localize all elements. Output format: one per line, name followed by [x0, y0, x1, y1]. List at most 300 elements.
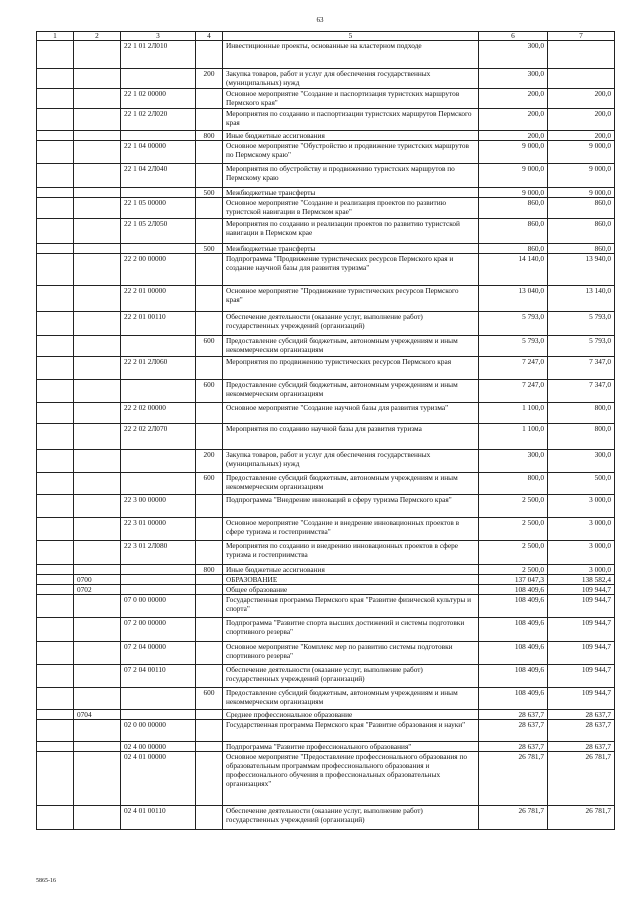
expense-type-cell: [196, 219, 223, 244]
row-number-cell: [37, 286, 74, 312]
section-code-cell: [74, 665, 121, 688]
section-code-cell: [74, 495, 121, 518]
amount-year2-cell: 7 347,0: [548, 380, 615, 403]
expense-type-cell: 200: [196, 450, 223, 473]
section-code-cell: [74, 312, 121, 336]
target-article-cell: 22 1 05 00000: [121, 198, 196, 219]
amount-year1-cell: 9 000,0: [479, 188, 548, 198]
row-number-cell: [37, 188, 74, 198]
amount-year2-cell: 800,0: [548, 403, 615, 424]
target-article-cell: 22 2 02 00000: [121, 403, 196, 424]
table-row: [37, 69, 615, 89]
table-row: [37, 141, 615, 164]
amount-year1-cell: 9 000,0: [479, 164, 548, 188]
table-row: [37, 565, 615, 575]
expense-type-cell: 800: [196, 131, 223, 141]
target-article-cell: 22 1 02 00000: [121, 89, 196, 109]
target-article-cell: 22 3 01 00000: [121, 518, 196, 541]
item-name-cell: Иные бюджетные ассигнования: [223, 565, 479, 575]
row-number-cell: [37, 642, 74, 665]
amount-year2-cell: 200,0: [548, 131, 615, 141]
amount-year1-cell: 200,0: [479, 109, 548, 131]
expense-type-cell: [196, 286, 223, 312]
amount-year1-cell: 9 000,0: [479, 141, 548, 164]
target-article-cell: [121, 188, 196, 198]
row-number-cell: [37, 518, 74, 541]
row-number-cell: [37, 254, 74, 286]
amount-year1-cell: 28 637,7: [479, 742, 548, 752]
row-number-cell: [37, 219, 74, 244]
row-number-cell: [37, 424, 74, 450]
table-row: [37, 665, 615, 688]
amount-year1-cell: 7 247,0: [479, 357, 548, 380]
item-name-cell: Закупка товаров, работ и услуг для обеспечения государственных (муниципальных) нужд: [223, 450, 479, 473]
amount-year2-cell: 109 944,7: [548, 618, 615, 642]
table-row: [37, 89, 615, 109]
row-number-cell: [37, 380, 74, 403]
target-article-cell: 07 2 04 00000: [121, 642, 196, 665]
table-row: [37, 188, 615, 198]
amount-year2-cell: 200,0: [548, 109, 615, 131]
item-name-cell: Закупка товаров, работ и услуг для обеспечения государственных (муниципальных) нужд: [223, 69, 479, 89]
amount-year2-cell: 109 944,7: [548, 688, 615, 710]
section-code-cell: [74, 688, 121, 710]
amount-year1-cell: 7 247,0: [479, 380, 548, 403]
row-number-cell: [37, 69, 74, 89]
expense-type-cell: [196, 254, 223, 286]
amount-year1-cell: 14 140,0: [479, 254, 548, 286]
table-row: [37, 595, 615, 618]
section-code-cell: [74, 595, 121, 618]
table-row: [37, 244, 615, 254]
item-name-cell: Предоставление субсидий бюджетным, автономным учреждениям и иным некоммерческим организациям: [223, 688, 479, 710]
section-code-cell: [74, 806, 121, 830]
amount-year1-cell: 860,0: [479, 244, 548, 254]
target-article-cell: 22 2 02 2Л070: [121, 424, 196, 450]
amount-year2-cell: 109 944,7: [548, 642, 615, 665]
section-code-cell: [74, 254, 121, 286]
amount-year2-cell: 28 637,7: [548, 742, 615, 752]
row-number-cell: [37, 595, 74, 618]
amount-year1-cell: 13 040,0: [479, 286, 548, 312]
row-number-cell: [37, 473, 74, 495]
amount-year2-cell: 860,0: [548, 244, 615, 254]
column-header: 2: [74, 32, 121, 41]
table-row: [37, 336, 615, 357]
table-row: [37, 198, 615, 219]
expense-type-cell: [196, 575, 223, 585]
row-number-cell: [37, 403, 74, 424]
amount-year2-cell: 5 793,0: [548, 336, 615, 357]
target-article-cell: 22 1 01 2Л010: [121, 41, 196, 69]
row-number-cell: [37, 720, 74, 742]
section-code-cell: [74, 742, 121, 752]
amount-year1-cell: 200,0: [479, 89, 548, 109]
amount-year2-cell: 300,0: [548, 450, 615, 473]
expense-type-cell: [196, 720, 223, 742]
target-article-cell: 22 2 00 00000: [121, 254, 196, 286]
item-name-cell: Государственная программа Пермского края "Развитие физической культуры и спорта": [223, 595, 479, 618]
table-row: [37, 41, 615, 69]
target-article-cell: [121, 688, 196, 710]
table-row: [37, 806, 615, 830]
row-number-cell: [37, 495, 74, 518]
table-row: [37, 688, 615, 710]
amount-year2-cell: 9 000,0: [548, 188, 615, 198]
table-row: [37, 742, 615, 752]
item-name-cell: Обеспечение деятельности (оказание услуг, выполнение работ) государственных учреждений (организаций): [223, 665, 479, 688]
section-code-cell: 0702: [74, 585, 121, 595]
row-number-cell: [37, 109, 74, 131]
table-row: [37, 286, 615, 312]
target-article-cell: [121, 69, 196, 89]
amount-year2-cell: 109 944,7: [548, 585, 615, 595]
item-name-cell: Мероприятия по продвижению туристических ресурсов Пермского края: [223, 357, 479, 380]
table-row: [37, 752, 615, 806]
expense-type-cell: [196, 109, 223, 131]
amount-year1-cell: 108 409,6: [479, 642, 548, 665]
item-name-cell: Основное мероприятие "Создание и внедрение инновационных проектов в сфере туризма и гостеприимства": [223, 518, 479, 541]
target-article-cell: 02 4 01 00000: [121, 752, 196, 806]
amount-year2-cell: 9 000,0: [548, 141, 615, 164]
target-article-cell: 07 0 00 00000: [121, 595, 196, 618]
row-number-cell: [37, 541, 74, 565]
item-name-cell: Предоставление субсидий бюджетным, автономным учреждениям и иным некоммерческим организациям: [223, 380, 479, 403]
table-row: [37, 720, 615, 742]
row-number-cell: [37, 565, 74, 575]
row-number-cell: [37, 618, 74, 642]
amount-year1-cell: 1 100,0: [479, 424, 548, 450]
target-article-cell: 22 1 02 2Л020: [121, 109, 196, 131]
section-code-cell: [74, 518, 121, 541]
amount-year2-cell: 5 793,0: [548, 312, 615, 336]
row-number-cell: [37, 585, 74, 595]
expense-type-cell: [196, 403, 223, 424]
item-name-cell: Государственная программа Пермского края "Развитие образования и науки": [223, 720, 479, 742]
row-number-cell: [37, 575, 74, 585]
section-code-cell: [74, 131, 121, 141]
table-row: [37, 380, 615, 403]
expense-type-cell: [196, 424, 223, 450]
expense-type-cell: 600: [196, 380, 223, 403]
item-name-cell: Обеспечение деятельности (оказание услуг, выполнение работ) государственных учреждений (организаций): [223, 806, 479, 830]
target-article-cell: [121, 473, 196, 495]
table-body: [37, 41, 615, 830]
item-name-cell: Мероприятия по обустройству и продвижению туристских маршрутов по Пермскому краю: [223, 164, 479, 188]
target-article-cell: 02 4 01 00110: [121, 806, 196, 830]
expense-type-cell: [196, 518, 223, 541]
footer-code: 5865-16: [36, 878, 56, 884]
amount-year2-cell: 860,0: [548, 219, 615, 244]
item-name-cell: Подпрограмма "Развитие спорта высших достижений и системы подготовки спортивного резерва": [223, 618, 479, 642]
target-article-cell: 07 2 04 00110: [121, 665, 196, 688]
target-article-cell: [121, 131, 196, 141]
item-name-cell: Подпрограмма "Продвижение туристических ресурсов Пермского края и создание научной базы для развития туризма": [223, 254, 479, 286]
row-number-cell: [37, 710, 74, 720]
row-number-cell: [37, 806, 74, 830]
row-number-cell: [37, 336, 74, 357]
amount-year2-cell: 3 000,0: [548, 495, 615, 518]
section-code-cell: [74, 618, 121, 642]
amount-year1-cell: 5 793,0: [479, 312, 548, 336]
amount-year2-cell: [548, 69, 615, 89]
row-number-cell: [37, 244, 74, 254]
amount-year1-cell: 300,0: [479, 41, 548, 69]
target-article-cell: [121, 575, 196, 585]
table-row: [37, 254, 615, 286]
row-number-cell: [37, 131, 74, 141]
item-name-cell: Основное мероприятие "Создание и реализация проектов по развитию туристской навигации в Пермском крае": [223, 198, 479, 219]
amount-year1-cell: 108 409,6: [479, 688, 548, 710]
expense-type-cell: 200: [196, 69, 223, 89]
target-article-cell: [121, 244, 196, 254]
target-article-cell: [121, 710, 196, 720]
column-header: 6: [479, 32, 548, 41]
amount-year2-cell: 500,0: [548, 473, 615, 495]
column-header: 4: [196, 32, 223, 41]
target-article-cell: [121, 380, 196, 403]
item-name-cell: Среднее профессиональное образование: [223, 710, 479, 720]
table-row: [37, 518, 615, 541]
table-row: [37, 495, 615, 518]
item-name-cell: Основное мероприятие "Продвижение туристических ресурсов Пермского края": [223, 286, 479, 312]
item-name-cell: Межбюджетные трансферты: [223, 188, 479, 198]
section-code-cell: [74, 41, 121, 69]
section-code-cell: [74, 541, 121, 565]
section-code-cell: [74, 219, 121, 244]
expense-type-cell: [196, 312, 223, 336]
table-row: [37, 618, 615, 642]
target-article-cell: 22 1 05 2Л050: [121, 219, 196, 244]
item-name-cell: Предоставление субсидий бюджетным, автономным учреждениям и иным некоммерческим организациям: [223, 336, 479, 357]
section-code-cell: [74, 141, 121, 164]
table-row: [37, 312, 615, 336]
amount-year2-cell: 28 637,7: [548, 720, 615, 742]
section-code-cell: [74, 69, 121, 89]
section-code-cell: [74, 286, 121, 312]
table-row: [37, 642, 615, 665]
section-code-cell: [74, 473, 121, 495]
amount-year2-cell: 26 781,7: [548, 752, 615, 806]
amount-year2-cell: 200,0: [548, 89, 615, 109]
row-number-cell: [37, 89, 74, 109]
expense-type-cell: [196, 585, 223, 595]
amount-year2-cell: 13 140,0: [548, 286, 615, 312]
amount-year1-cell: 860,0: [479, 198, 548, 219]
amount-year2-cell: 3 000,0: [548, 565, 615, 575]
item-name-cell: Мероприятия по созданию и внедрению инновационных проектов в сфере туризма и гостеприимства: [223, 541, 479, 565]
row-number-cell: [37, 141, 74, 164]
column-header: 5: [223, 32, 479, 41]
item-name-cell: Подпрограмма "Внедрение инноваций в сферу туризма Пермского края": [223, 495, 479, 518]
row-number-cell: [37, 357, 74, 380]
target-article-cell: 07 2 00 00000: [121, 618, 196, 642]
section-code-cell: [74, 380, 121, 403]
target-article-cell: [121, 565, 196, 575]
expense-type-cell: [196, 806, 223, 830]
expense-type-cell: 500: [196, 244, 223, 254]
expense-type-cell: 800: [196, 565, 223, 575]
expense-type-cell: [196, 642, 223, 665]
row-number-cell: [37, 665, 74, 688]
section-code-cell: [74, 424, 121, 450]
expense-type-cell: [196, 357, 223, 380]
row-number-cell: [37, 41, 74, 69]
target-article-cell: 22 2 01 2Л060: [121, 357, 196, 380]
section-code-cell: [74, 336, 121, 357]
amount-year2-cell: 9 000,0: [548, 164, 615, 188]
item-name-cell: Обеспечение деятельности (оказание услуг, выполнение работ) государственных учреждений (организаций): [223, 312, 479, 336]
expense-type-cell: [196, 41, 223, 69]
amount-year2-cell: 3 000,0: [548, 541, 615, 565]
target-article-cell: 22 1 04 2Л040: [121, 164, 196, 188]
item-name-cell: Межбюджетные трансферты: [223, 244, 479, 254]
target-article-cell: [121, 336, 196, 357]
table-row: [37, 109, 615, 131]
amount-year2-cell: 28 637,7: [548, 710, 615, 720]
expense-type-cell: 600: [196, 473, 223, 495]
table-row: [37, 219, 615, 244]
amount-year1-cell: 28 637,7: [479, 720, 548, 742]
item-name-cell: Общее образование: [223, 585, 479, 595]
expense-type-cell: [196, 164, 223, 188]
amount-year1-cell: 2 500,0: [479, 565, 548, 575]
amount-year1-cell: 2 500,0: [479, 495, 548, 518]
amount-year1-cell: 300,0: [479, 69, 548, 89]
table-row: [37, 424, 615, 450]
item-name-cell: Мероприятия по созданию и реализации проектов по развитию туристской навигации в Пермском крае: [223, 219, 479, 244]
table-row: [37, 541, 615, 565]
table-row: [37, 710, 615, 720]
expense-type-cell: [196, 742, 223, 752]
target-article-cell: 02 0 00 00000: [121, 720, 196, 742]
item-name-cell: Иные бюджетные ассигнования: [223, 131, 479, 141]
amount-year2-cell: 7 347,0: [548, 357, 615, 380]
amount-year2-cell: 109 944,7: [548, 665, 615, 688]
section-code-cell: [74, 642, 121, 665]
section-code-cell: [74, 164, 121, 188]
amount-year2-cell: 26 781,7: [548, 806, 615, 830]
amount-year1-cell: 200,0: [479, 131, 548, 141]
table-row: [37, 403, 615, 424]
item-name-cell: Основное мероприятие "Предоставление профессионального образования по образовательным программам профессионального образования и профессионального обучения в профессиональных образовательных организациях": [223, 752, 479, 806]
amount-year2-cell: 3 000,0: [548, 518, 615, 541]
amount-year1-cell: 2 500,0: [479, 518, 548, 541]
section-code-cell: [74, 752, 121, 806]
section-code-cell: [74, 244, 121, 254]
amount-year2-cell: 109 944,7: [548, 595, 615, 618]
expense-type-cell: 500: [196, 188, 223, 198]
expense-type-cell: 600: [196, 688, 223, 710]
page-number: 63: [316, 16, 324, 24]
expense-type-cell: [196, 495, 223, 518]
item-name-cell: ОБРАЗОВАНИЕ: [223, 575, 479, 585]
item-name-cell: Инвестиционные проекты, основанные на кластерном подходе: [223, 41, 479, 69]
target-article-cell: [121, 450, 196, 473]
target-article-cell: [121, 585, 196, 595]
header-row: [37, 32, 615, 41]
section-code-cell: [74, 565, 121, 575]
section-code-cell: [74, 188, 121, 198]
table-row: [37, 164, 615, 188]
section-code-cell: [74, 198, 121, 219]
amount-year1-cell: 860,0: [479, 219, 548, 244]
amount-year1-cell: 300,0: [479, 450, 548, 473]
item-name-cell: Основное мероприятие "Обустройство и продвижение туристских маршрутов по Пермскому краю": [223, 141, 479, 164]
section-code-cell: [74, 109, 121, 131]
amount-year1-cell: 2 500,0: [479, 541, 548, 565]
item-name-cell: Основное мероприятие "Создание и паспортизация туристских маршрутов Пермского края": [223, 89, 479, 109]
target-article-cell: 02 4 00 00000: [121, 742, 196, 752]
expense-type-cell: [196, 141, 223, 164]
amount-year2-cell: 800,0: [548, 424, 615, 450]
table-row: [37, 450, 615, 473]
section-code-cell: [74, 720, 121, 742]
amount-year1-cell: 5 793,0: [479, 336, 548, 357]
amount-year1-cell: 108 409,6: [479, 585, 548, 595]
table-row: [37, 585, 615, 595]
item-name-cell: Предоставление субсидий бюджетным, автономным учреждениям и иным некоммерческим организациям: [223, 473, 479, 495]
item-name-cell: Мероприятия по созданию и паспортизации туристских маршрутов Пермского края: [223, 109, 479, 131]
row-number-cell: [37, 164, 74, 188]
amount-year1-cell: 26 781,7: [479, 806, 548, 830]
item-name-cell: Подпрограмма "Развитие профессионального образования": [223, 742, 479, 752]
table-row: [37, 473, 615, 495]
item-name-cell: Основное мероприятие "Комплекс мер по развитию системы подготовки спортивного резерва": [223, 642, 479, 665]
row-number-cell: [37, 742, 74, 752]
amount-year1-cell: 26 781,7: [479, 752, 548, 806]
amount-year2-cell: 13 940,0: [548, 254, 615, 286]
section-code-cell: [74, 403, 121, 424]
target-article-cell: 22 3 01 2Л080: [121, 541, 196, 565]
row-number-cell: [37, 752, 74, 806]
column-header: 7: [548, 32, 615, 41]
target-article-cell: 22 3 00 00000: [121, 495, 196, 518]
expense-type-cell: 600: [196, 336, 223, 357]
expense-type-cell: [196, 198, 223, 219]
amount-year2-cell: [548, 41, 615, 69]
amount-year1-cell: 1 100,0: [479, 403, 548, 424]
target-article-cell: 22 2 01 00110: [121, 312, 196, 336]
table-row: [37, 575, 615, 585]
expense-type-cell: [196, 541, 223, 565]
amount-year1-cell: 108 409,6: [479, 618, 548, 642]
table-row: [37, 357, 615, 380]
section-code-cell: 0700: [74, 575, 121, 585]
row-number-cell: [37, 688, 74, 710]
section-code-cell: 0704: [74, 710, 121, 720]
expense-type-cell: [196, 752, 223, 806]
row-number-cell: [37, 450, 74, 473]
expense-type-cell: [196, 665, 223, 688]
target-article-cell: 22 2 01 00000: [121, 286, 196, 312]
row-number-cell: [37, 198, 74, 219]
amount-year1-cell: 800,0: [479, 473, 548, 495]
amount-year1-cell: 108 409,6: [479, 665, 548, 688]
amount-year1-cell: 28 637,7: [479, 710, 548, 720]
item-name-cell: Мероприятия по созданию научной базы для развития туризма: [223, 424, 479, 450]
row-number-cell: [37, 312, 74, 336]
amount-year1-cell: 137 047,3: [479, 575, 548, 585]
column-header: 3: [121, 32, 196, 41]
section-code-cell: [74, 357, 121, 380]
table-row: [37, 131, 615, 141]
item-name-cell: Основное мероприятие "Создание научной базы для развития туризма": [223, 403, 479, 424]
amount-year1-cell: 108 409,6: [479, 595, 548, 618]
expense-type-cell: [196, 618, 223, 642]
section-code-cell: [74, 450, 121, 473]
column-header: 1: [37, 32, 74, 41]
